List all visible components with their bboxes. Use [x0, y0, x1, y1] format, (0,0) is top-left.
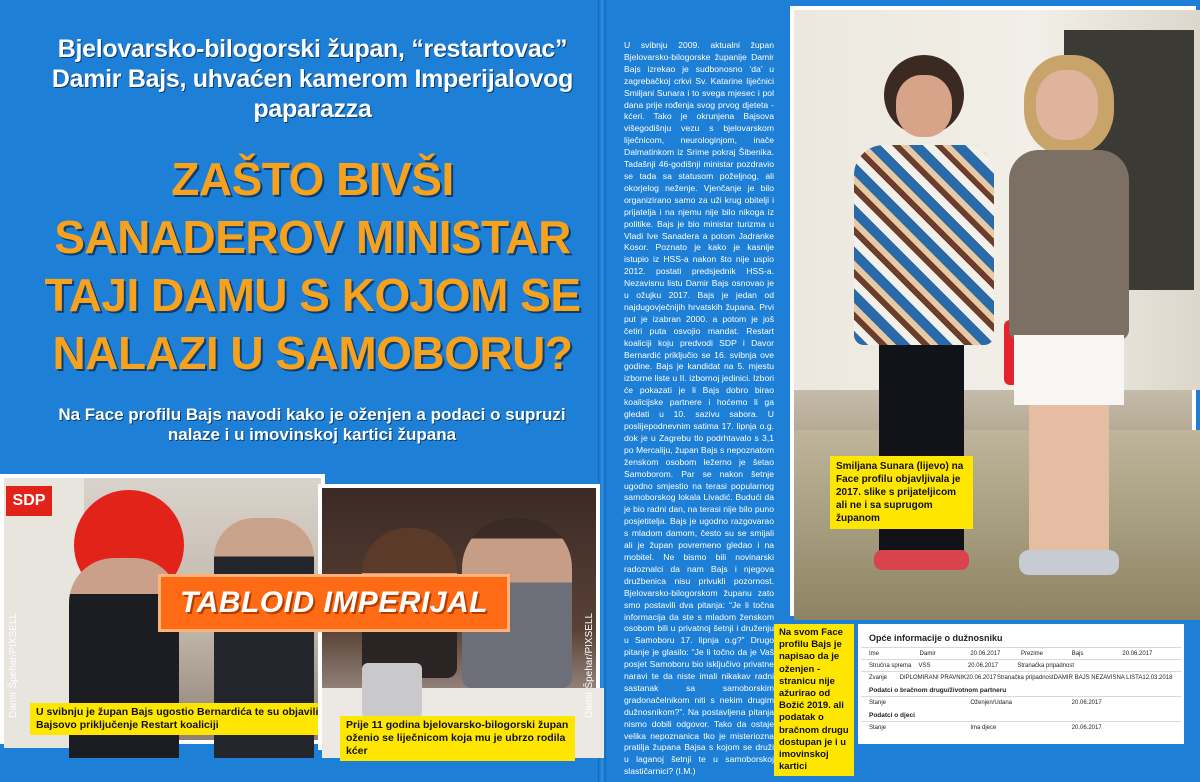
photo3-caption: Smiljana Sunara (lijevo) na Face profilu objavljivala je 2017. slike s prijateljicom ali ne i sa suprugom županom — [830, 456, 973, 529]
cell: DIPLOMIRANI PRAVNIK — [899, 674, 967, 681]
cell: 12.03.2018 — [1142, 674, 1173, 681]
photo3-w1-shoes — [874, 550, 969, 570]
inset-row — [861, 659, 1181, 671]
photo3-w2-shorts — [1014, 335, 1124, 405]
photo3-w1-face — [896, 75, 952, 137]
inset-title: Opće informacije o dužnosniku — [869, 633, 1003, 643]
cell: Ima djece — [970, 724, 997, 731]
tabloid-stamp — [158, 574, 510, 632]
photo3-w2-legs — [1029, 405, 1109, 555]
cell: VSS — [918, 662, 931, 669]
cell: Zvanje — [869, 674, 888, 681]
deck: Na Face profilu Bajs navodi kako je oženjen a podaci o supruzi nalaze i u imovinskoj kartici župana — [58, 405, 566, 444]
cell: Stranačka pripadnost — [1017, 662, 1075, 669]
cell: Damir — [919, 650, 936, 657]
inset-section-spouse: Podatci o bračnom drugu/životnom partneru — [869, 687, 1007, 694]
cell: 20.06.2017 — [1071, 724, 1102, 731]
cell: Stanje — [869, 699, 887, 706]
photo1-credit: Damir Špehar/PIXSELL — [8, 612, 19, 718]
photo2-credit: Damir Špehar/PIXSELL — [584, 612, 595, 718]
cell: Stručna sprema — [869, 662, 912, 669]
photo2-champagne-bucket — [362, 663, 422, 718]
inset-caption: Na svom Face profilu Bajs je napisao da je oženjen - stranicu nije ažurirao od Božić 2019. ali podatak o bračnom drugu dostupan je i u imovinskoj kartici — [774, 624, 854, 776]
cell: Prezime — [1021, 650, 1044, 657]
kicker: Bjelovarsko-bilogorski župan, “restartovac” Damir Bajs, uhvaćen kamerom Imperijalovog paparazza — [51, 35, 574, 123]
profile-screenshot — [858, 624, 1184, 744]
cell: DAMIR BAJS NEZAVISNA LISTA — [1053, 674, 1143, 681]
cell: 20.06.2017 — [967, 662, 998, 669]
photo1-caption: U svibnju je župan Bajs ugostio Bernardića te su objavili Bajsovo priključenje Restart koaliciji — [30, 703, 325, 735]
photo3-w1-top — [854, 145, 994, 345]
photo3-w2-top — [1009, 150, 1129, 340]
inset-row — [861, 696, 1181, 708]
stamp-text: TABLOID IMPERIJAL — [180, 586, 488, 619]
headline: ZAŠTO BIVŠI SANADEROV MINISTAR TAJI DAMU S KOJOM SE NALAZI U SAMOBORU? — [44, 153, 581, 379]
inset-section-children: Podatci o djeci — [869, 712, 915, 719]
photo1-sdp-sign: SDP — [6, 486, 52, 516]
photo2-caption: Prije 11 godina bjelovarsko-bilogorski župan oženio se liječnicom koja mu je ubrzo rodila kćer — [340, 716, 575, 761]
cell: 20.06.2017 — [1122, 650, 1153, 657]
photo3-woman-right — [999, 55, 1139, 595]
inset-row — [861, 647, 1181, 659]
inset-row — [861, 671, 1181, 683]
article-body: U svibnju 2009. aktualni župan Bjelovarsko-bilogorske županije Damir Bajs izrekao je sudbonosno ‘da’ u zagrebačkoj crkvi Sv. Katarine liječnici Smiljani Sunara i to svega mjesec i pol dana prije rođenja svog prvog djeteta - kćeri. Tako je okrunjena Bajsova višegodišnju vezu s bjelovarskom liječnicom, neurologinjom, inače Dalmatinkom iz Srime pokraj Šibenika. Tadašnji 46-godišnji ministar pozdravio se tada sa statusom poželjnog, ali okorjelog neženje. Vjenčanje je bilo organizirano samo za uži krug obitelji i prijatelja i na njemu nije bilo nikoga iz politike. Bajs je bio ministar turizma u Vladi Ive Sanadera a potom Jadranke Kosor. Poznato je kako je kasnije istupio iz HSS-a nakon što nije uspio 2012. postati predsjednik HSS-a. Nezavisnu listu Damir Bajs osnovao je u ožujku 2017. Bajs je jedan od najdugovječnijih hrvatskih župana. Prvi put je izabran 2000. a potom je još četiri puta osvojio mandat. Restart koaliciji koju predvodi SDP i Davor Bernardić priključio se 16. svibnja ove godine. Bajs je kandidat na 5. mjestu izborne liste u II. izbornoj jedinici. Izbori će pokazati je li Bajs dobro birao koalicijske partnere i hoćemo li ga gledati u 10. sazivu sabora. U poslijepodnevnim satima 17. lipnja o.g. dok je u Zagrebu tlo podrhtavalo s 3,1 po Mercaliju, župan Bajs s nepoznatom ženskom osobom ležerno je šetao Samoborom. Par se nakon šetnje ugodno smjestio na terasi popularnog samoborskog lokala Livadić. Budući da je bio radni dan, na terasi nije bilo puno posjetitelja. Bajs je ugodno razgovarao s mladom damom, često su se smijali ali je župan povremeno gledao i na mobitel. Ne bismo bili novinarski radoznalci da nam Bajs i njegova družbenica nisu privukli pozornost. Bjelovarsko-bilogorskom županu zato smo postavili dva pitanja: “Je li točna informacija da ste s mladom ženskom osobom bili u privatnoj šetnji i druženju u Samoboru 17. lipnja o.g?” Drugo pitanje je glasilo: “Je li točno da je Vaš posjet Samoboru bio isključivo privatne naravi te da niste imali nikakav radni sastanak sa samoborskim gradonačelnikom niti s nekim drugim dužnosnikom?”. Na postavljena pitanja nismo dobili odgovor. Tako da ostaje velika nepoznanica tko je misteriozna pratilja župana Bajsa s kojom se druži u laganoj šetnji te u samoborskoj slastičarnici? (I.M.) — [624, 40, 774, 777]
cell: Bajs — [1071, 650, 1084, 657]
cell: Stanje — [869, 724, 887, 731]
inset-row — [861, 721, 1181, 733]
cell: 20.06.2017 — [970, 650, 1001, 657]
photo3-w2-face — [1036, 70, 1098, 140]
cell: Ime — [869, 650, 880, 657]
cell: 20.06.2017 — [1071, 699, 1102, 706]
cell: 20.06.2017 — [966, 674, 997, 681]
photo3-w2-shoes — [1019, 550, 1119, 575]
cell: Oženjen/Udana — [970, 699, 1013, 706]
cell: Stranačka pripadnost — [996, 674, 1054, 681]
